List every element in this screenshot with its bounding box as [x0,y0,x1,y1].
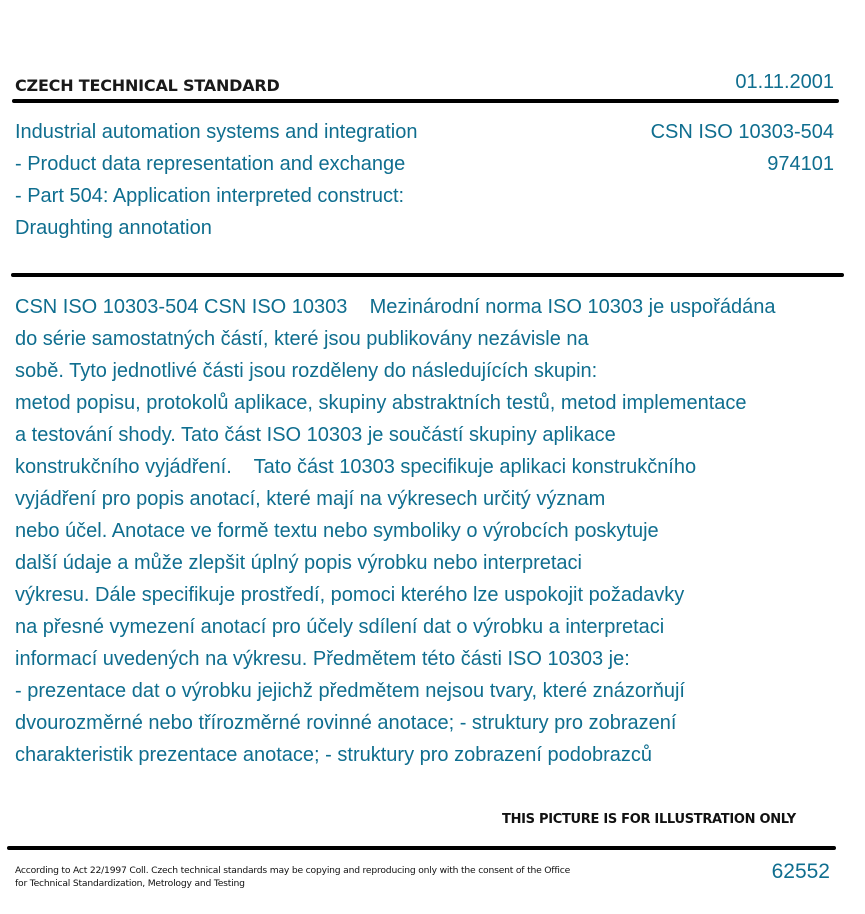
abstract-line: - prezentace dat o výrobku jejichž předmětem nejsou tvary, které znázorňují [15,680,685,702]
standard-codes [651,116,834,180]
abstract-line: informací uvedených na výkresu. Předmětem této části ISO 10303 je: [15,648,630,670]
abstract-line: do série samostatných částí, které jsou publikovány nezávisle na [15,328,589,350]
abstract-line: další údaje a může zlepšit úplný popis výrobku nebo interpretaci [15,552,582,574]
document-id: 62552 [771,860,830,883]
footer-divider [7,846,836,850]
standard-abstract [15,291,855,771]
abstract-line: metod popisu, protokolů aplikace, skupiny abstraktních testů, metod implementace [15,392,747,414]
standard-title [15,116,417,244]
abstract-line: konstrukčního vyjádření. Tato část 10303 specifikuje aplikaci konstrukčního [15,456,697,478]
title-line: Draughting annotation [15,217,212,239]
title-line: - Part 504: Application interpreted construct: [15,185,405,207]
illustration-disclaimer: THIS PICTURE IS FOR ILLUSTRATION ONLY [502,812,796,827]
abstract-line: a testování shody. Tato část ISO 10303 je součástí skupiny aplikace [15,424,616,446]
title-line: - Product data representation and exchange [15,153,406,175]
header-divider [12,99,839,103]
classification-code: 974101 [767,153,834,175]
abstract-line: na přesné vymezení anotací pro účely sdílení dat o výrobku a interpretaci [15,616,665,638]
abstract-line: sobě. Tyto jednotlivé části jsou rozděleny do následujících skupin: [15,360,598,382]
standard-number: CSN ISO 10303-504 [650,121,834,143]
title-divider [11,273,844,277]
standard-type-label: CZECH TECHNICAL STANDARD [15,76,280,95]
copyright-line: According to Act 22/1997 Coll. Czech technical standards may be copying and reproducing only with the consent of the Office [15,865,571,876]
title-line: Industrial automation systems and integration [15,121,418,143]
copyright-notice [15,864,570,890]
publication-date: 01.11.2001 [735,71,834,93]
copyright-line: for Technical Standardization, Metrology and Testing [15,878,245,889]
abstract-line: výkresu. Dále specifikuje prostředí, pomoci kterého lze uspokojit požadavky [15,584,685,606]
abstract-line: dvourozměrné nebo třírozměrné rovinné anotace; - struktury pro zobrazení [15,712,677,734]
abstract-line: nebo účel. Anotace ve formě textu nebo symboliky o výrobcích poskytuje [15,520,659,542]
abstract-line: charakteristik prezentace anotace; - struktury pro zobrazení podobrazců [15,744,652,766]
abstract-line: vyjádření pro popis anotací, které mají na výkresech určitý význam [15,488,606,510]
abstract-line: CSN ISO 10303-504 CSN ISO 10303 Mezinárodní norma ISO 10303 je uspořádána [15,296,776,318]
